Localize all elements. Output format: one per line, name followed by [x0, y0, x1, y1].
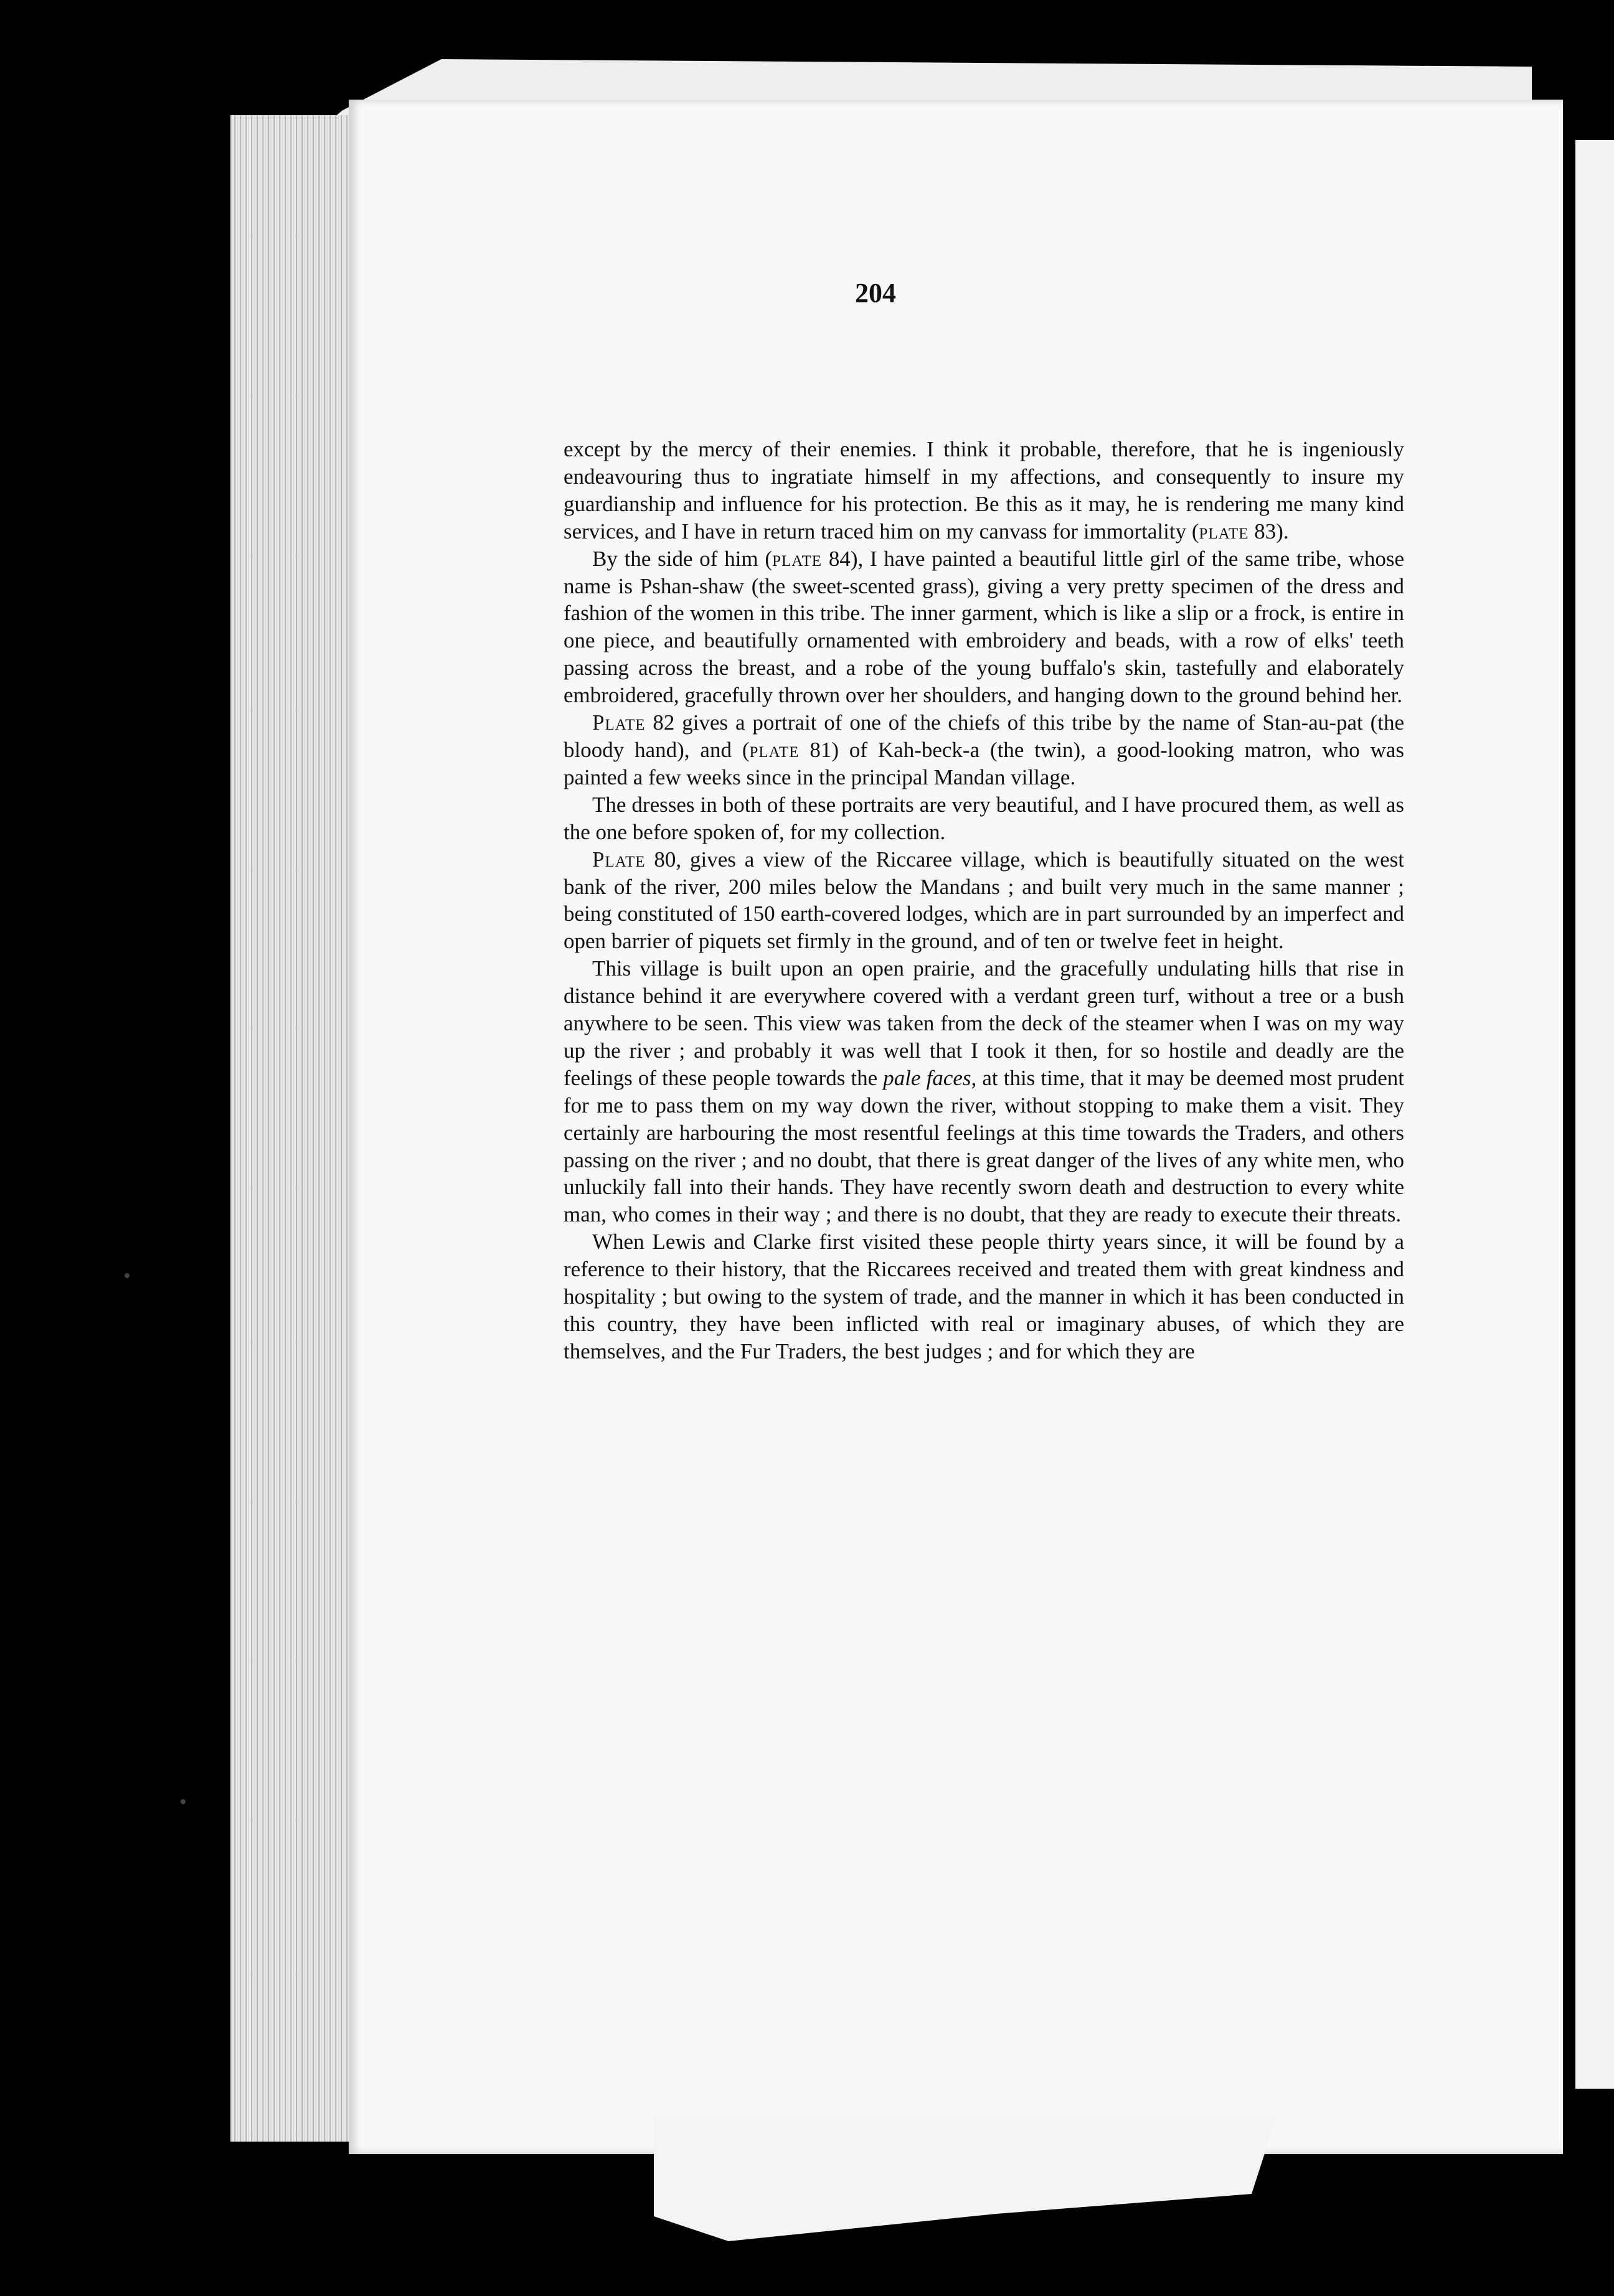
plate-reference: plate: [1199, 519, 1249, 543]
paragraph: [564, 791, 1404, 846]
paragraph: [564, 955, 1404, 1228]
text-run: except by the mercy of their enemies. I think it probable, therefore, that he is ingeniously endeavouring thus to ingratiate himself in my affections, and consequently to insure my guardianship and influence for his protection. Be this as it may, he is rendering me many kind services, and I have in return traced him on my canvass for immortality (: [564, 437, 1404, 543]
page-number: 204: [855, 278, 896, 308]
text-run: 82 gives a portrait of one of the chiefs of this tribe by the name of Stan-au-pat (the bloody hand), and (: [564, 710, 1404, 762]
text-run: 80, gives a view of the Riccaree village, which is beautifully situated on the west bank of the river, 200 miles below the Mandans ; and built very much in the same manner ; being constituted of 150 earth-covered lodges, which are in part surrounded by an imperfect and open barrier of piquets set firmly in the ground, and of ten or twelve feet in height.: [564, 847, 1404, 954]
next-page-edge: [1575, 140, 1614, 2089]
paragraph: [564, 846, 1404, 956]
text-run: When Lewis and Clarke first visited these people thirty years since, it will be found by a reference to their history, that the Riccarees received and treated them with great kindness and hospitality ; but owing to the system of trade, and the manner in which it has been conducted in this country, they have been inflicted with real or imaginary abuses, of which they are themselves, and the Fur Traders, the best judges ; and for which they are: [564, 1230, 1404, 1363]
plate-reference: plate: [749, 737, 800, 762]
paragraph: [564, 1228, 1404, 1365]
text-run: The dresses in both of these portraits are very beautiful, and I have procured them, as well as the one before spoken of, for my collection.: [564, 792, 1404, 844]
text-run: This village is built upon an open prairie, and the gracefully undulating hills that rise in distance behind it are everywhere covered with a verdant green turf, without a tree or a bush anywhere to be seen. This view was taken from the deck of the steamer when I was on my way up the river ; and probably it was well that I took it then, for so hostile and deadly are the feelings of these people towards the: [564, 956, 1404, 1090]
text-run: , at this time, that it may be deemed most prudent for me to pass them on my way down the river, without stopping to make them a visit. They certainly are harbouring the most resentful feelings at this time towards the Traders, and others passing on the river ; and no doubt, that there is great danger of the lives of any white men, who unluckily fall into their hands. They have recently sworn death and destruction to every white man, who comes in their way ; and there is no doubt, that they are ready to execute their threats.: [564, 1065, 1404, 1227]
text-run: 83).: [1248, 519, 1289, 543]
scan-speck: [181, 1799, 186, 1804]
paragraph: [564, 436, 1404, 545]
text-run: 84), I have painted a beautiful little girl of the same tribe, whose name is Pshan-shaw (the sweet-scented grass), giving a very pretty specimen of the dress and fashion of the women in this tribe. The inner garment, which is like a slip or a frock, is entire in one piece, and beautifully ornamented with embroidery and beads, with a row of elks' teeth passing across the breast, and a robe of the young buffalo's skin, tastefully and elaborately embroidered, gracefully thrown over her shoulders, and hanging down to the ground behind her.: [564, 546, 1404, 708]
plate-reference: Plate: [592, 847, 646, 872]
page-bottom-curl: [654, 2117, 1277, 2241]
text-run: 81) of Kah-beck-a (the twin), a good-looking matron, who was painted a few weeks since in the principal Mandan village.: [564, 737, 1404, 789]
paragraph: [564, 709, 1404, 791]
plate-reference: Plate: [592, 710, 646, 735]
text-run: pale faces: [883, 1065, 971, 1090]
paragraph: [564, 545, 1404, 709]
text-run: By the side of him (: [592, 546, 773, 571]
scan-speck: [125, 1273, 130, 1278]
body-text: [564, 436, 1404, 1365]
plate-reference: plate: [772, 546, 823, 571]
